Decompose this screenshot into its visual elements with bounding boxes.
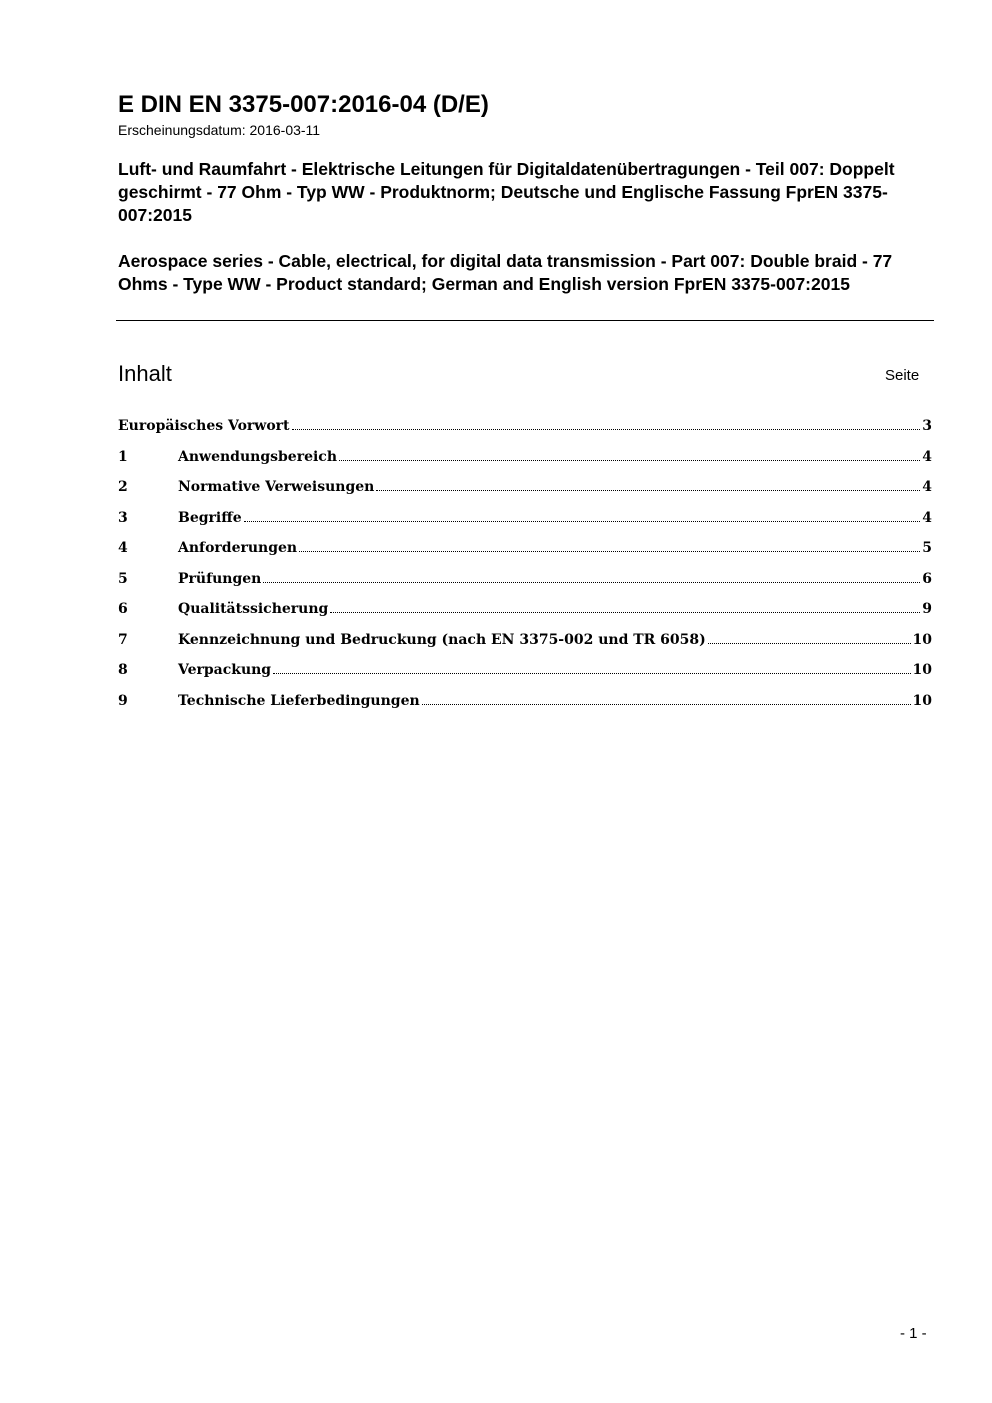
dot-leader	[292, 429, 921, 430]
publication-date: Erscheinungsdatum: 2016-03-11	[118, 122, 321, 138]
dot-leader	[708, 643, 911, 644]
dot-leader	[339, 460, 920, 461]
toc-entry-number: 2	[118, 479, 128, 495]
toc-entry-page: 10	[912, 631, 932, 648]
toc-entry-number: 1	[118, 448, 128, 465]
toc-entry-label: Europäisches Vorwort	[118, 418, 290, 434]
subtitle-german: Luft- und Raumfahrt - Elektrische Leitungen für Digitaldatenübertragungen - Teil 007: Doppelt geschirmt - 77 Ohm - Typ WW - Produktnorm; Deutsche und Englische Fassung FprEN 3375-007:2015	[118, 159, 895, 225]
toc-entry-kennzeichnung[interactable]	[118, 630, 932, 661]
toc-entry-number: 3	[118, 509, 128, 526]
dot-leader	[244, 521, 921, 522]
toc-entry-technische-lieferbedingungen[interactable]	[118, 691, 932, 722]
toc-entry-label: Normative Verweisungen	[178, 479, 375, 495]
toc-entry-europaeisches-vorwort[interactable]	[118, 416, 932, 447]
subtitle-english: Aerospace series - Cable, electrical, for digital data transmission - Part 007: Double braid - 77 Ohms - Type WW - Product standard; German and English version FprEN 3375-007:2015	[118, 251, 893, 294]
table-of-contents	[118, 416, 932, 721]
toc-entry-label: Technische Lieferbedingungen	[178, 692, 420, 709]
header-divider	[116, 320, 934, 321]
dot-leader	[263, 582, 920, 583]
toc-entry-label: Qualitätssicherung	[178, 601, 329, 617]
toc-entry-number: 6	[118, 601, 128, 617]
toc-entry-label: Prüfungen	[178, 570, 262, 587]
toc-entry-page: 6	[922, 570, 932, 587]
dot-leader	[422, 704, 911, 705]
dot-leader	[330, 612, 920, 613]
dot-leader	[376, 490, 920, 491]
toc-entry-normative-verweisungen[interactable]	[118, 477, 932, 508]
toc-entry-verpackung[interactable]	[118, 660, 932, 691]
toc-entry-anwendungsbereich[interactable]	[118, 447, 932, 478]
toc-entry-page: 10	[912, 662, 932, 678]
toc-entry-begriffe[interactable]	[118, 508, 932, 539]
toc-entry-number: 9	[118, 692, 128, 709]
toc-entry-number: 7	[118, 631, 128, 648]
toc-entry-label: Verpackung	[178, 662, 272, 678]
toc-entry-number: 5	[118, 570, 128, 587]
toc-entry-pruefungen[interactable]	[118, 569, 932, 600]
toc-entry-page: 4	[922, 448, 932, 465]
page-number: - 1 -	[900, 1325, 927, 1342]
toc-entry-number: 8	[118, 662, 128, 678]
toc-entry-qualitaetssicherung[interactable]	[118, 599, 932, 630]
dot-leader	[299, 551, 920, 552]
toc-entry-label: Begriffe	[178, 509, 242, 526]
toc-page-column-label: Seite	[885, 367, 920, 384]
toc-entry-anforderungen[interactable]	[118, 538, 932, 569]
toc-entry-label: Anwendungsbereich	[178, 448, 337, 465]
toc-entry-label: Anforderungen	[178, 540, 298, 556]
toc-entry-page: 3	[922, 418, 932, 434]
toc-entry-page: 9	[922, 601, 932, 617]
dot-leader	[273, 673, 910, 674]
toc-entry-page: 4	[922, 509, 932, 526]
toc-entry-label: Kennzeichnung und Bedruckung (nach EN 3375-002 und TR 6058)	[178, 631, 706, 648]
toc-entry-number: 4	[118, 540, 128, 556]
toc-entry-page: 4	[922, 479, 932, 495]
document-title: E DIN EN 3375-007:2016-04 (D/E)	[118, 91, 489, 118]
toc-entry-page: 5	[922, 540, 932, 556]
toc-entry-page: 10	[912, 692, 932, 709]
toc-heading: Inhalt	[118, 361, 172, 386]
